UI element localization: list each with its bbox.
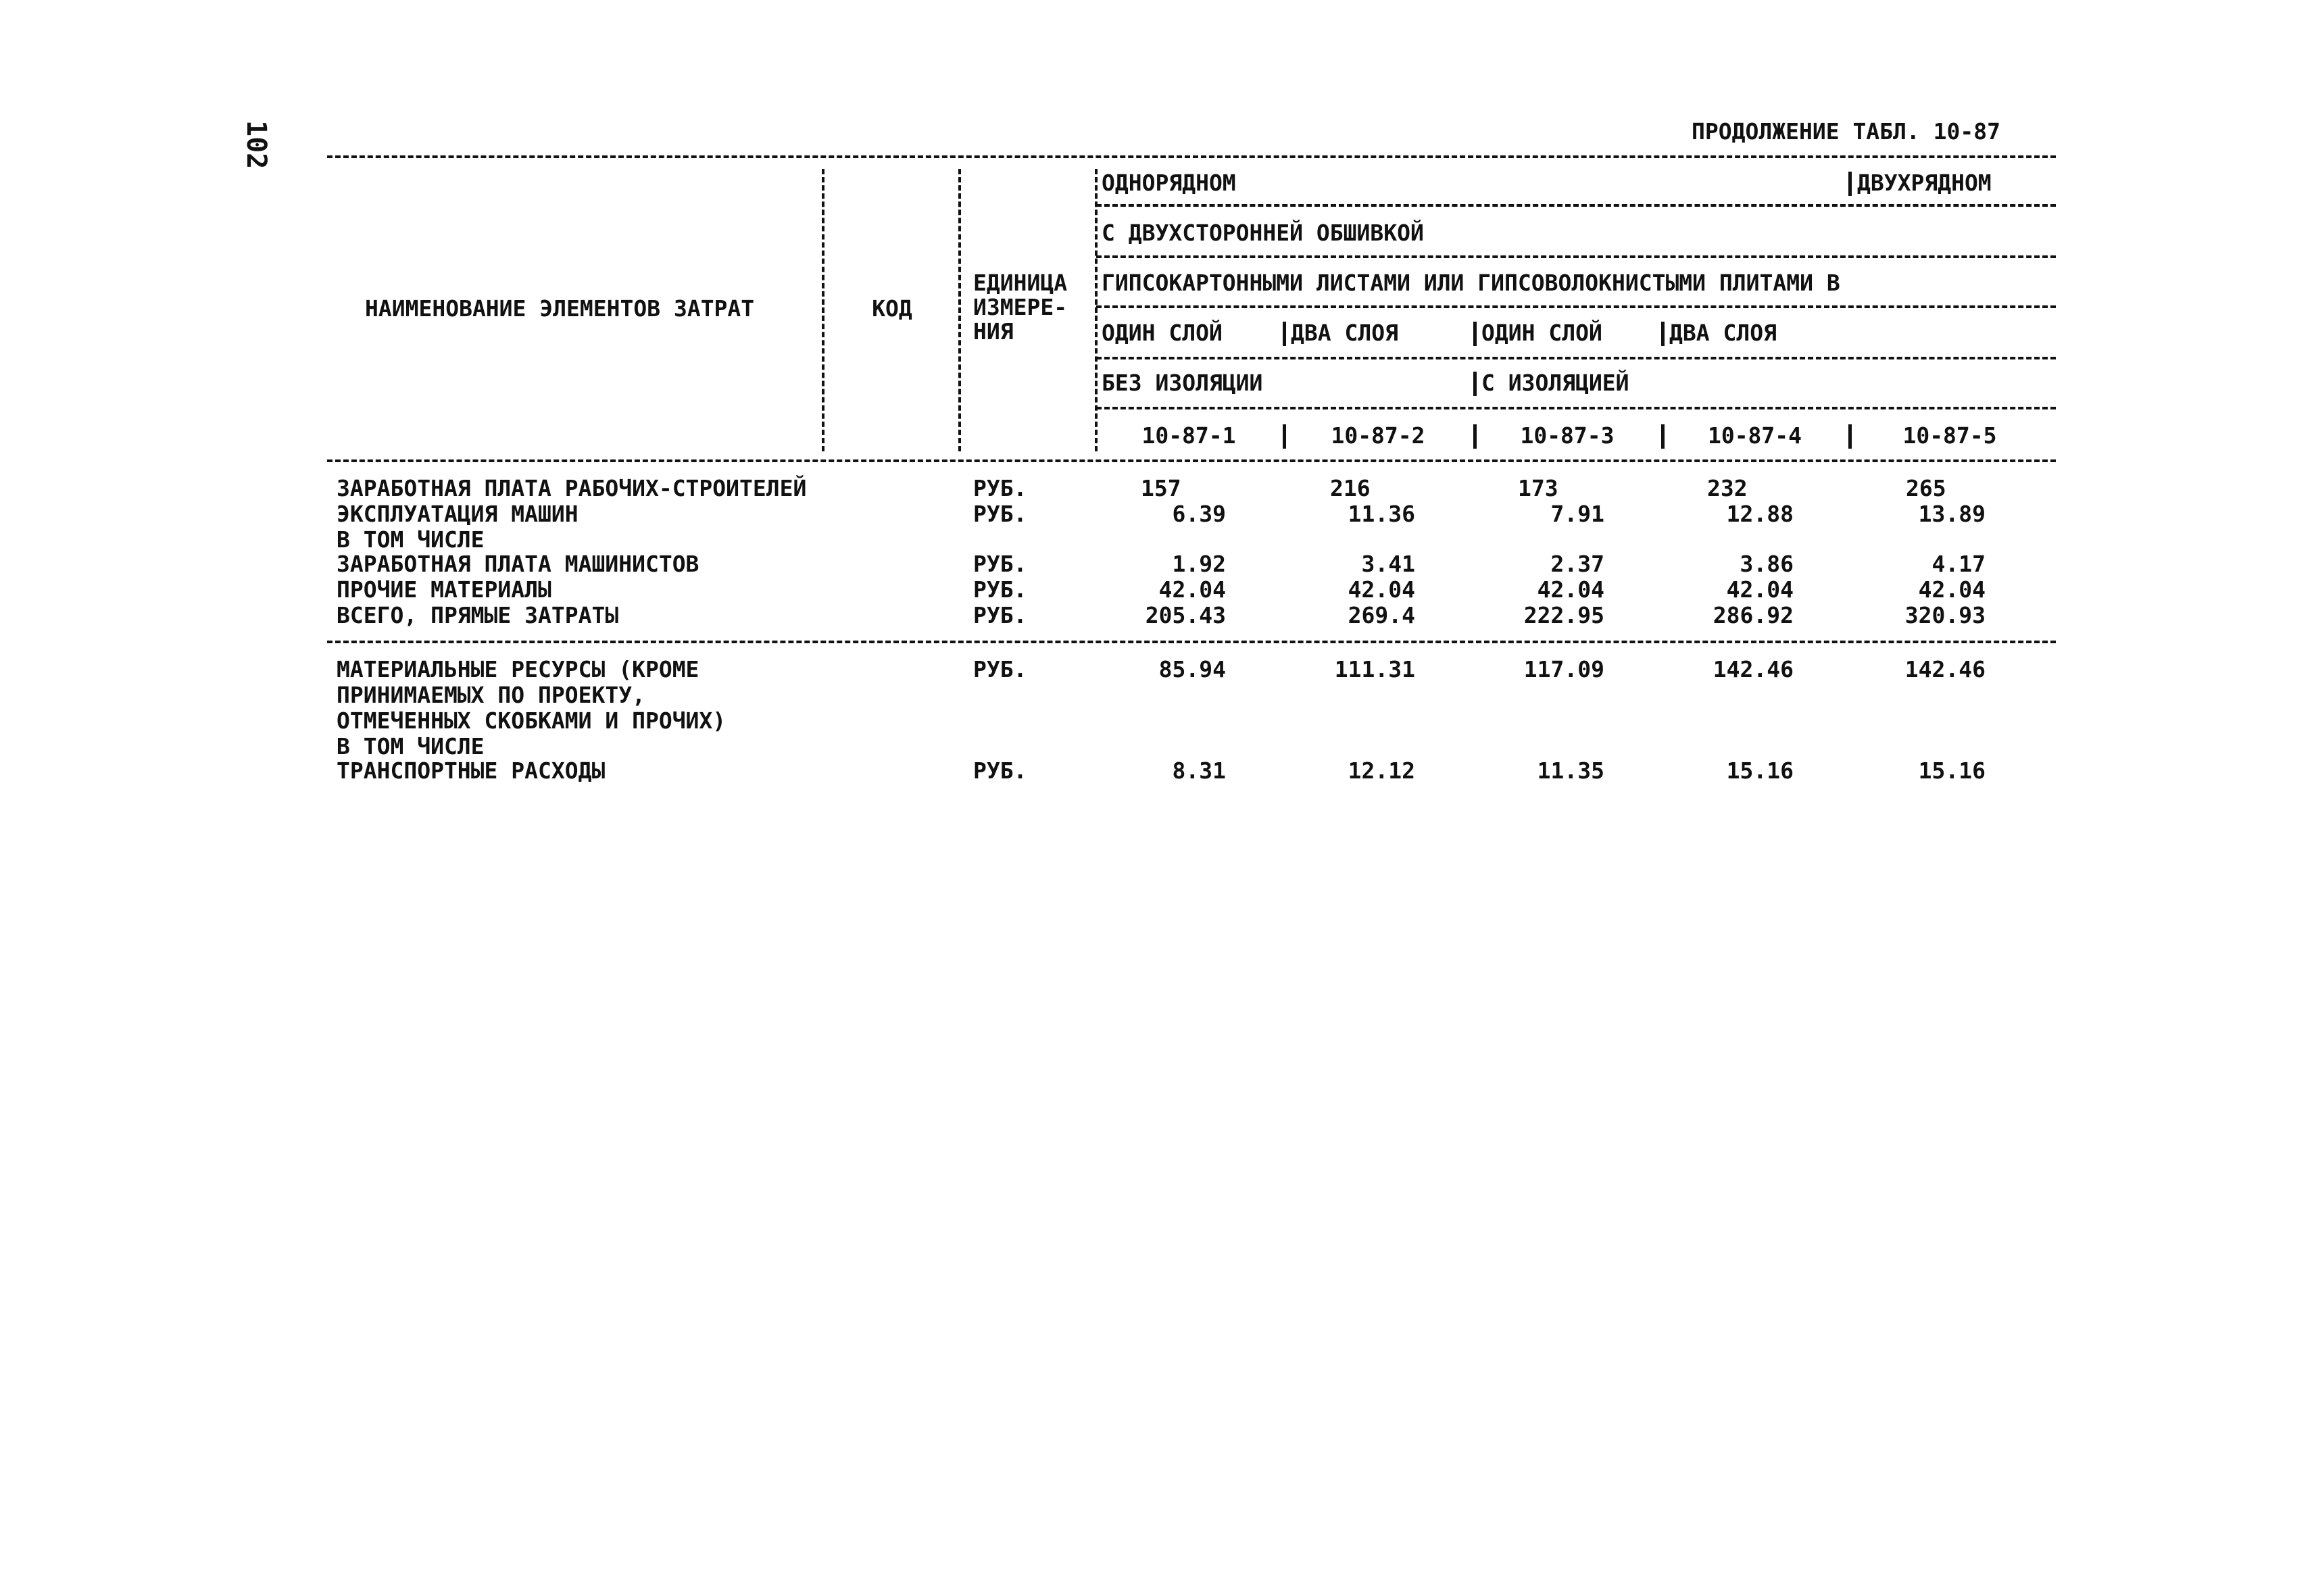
table-cell: 42.04 [1348, 576, 1415, 603]
header-name-column: НАИМЕНОВАНИЕ ЭЛЕМЕНТОВ ЗАТРАТ [365, 295, 755, 322]
table-row-name: МАТЕРИАЛЬНЫЕ РЕСУРСЫ (КРОМЕ [337, 656, 699, 682]
table-cell: 12.12 [1348, 757, 1415, 784]
table-row-name: В ТОМ ЧИСЛЕ [337, 733, 485, 759]
table-cell: 232 [1707, 475, 1748, 501]
table-cell: 11.36 [1348, 501, 1415, 527]
header-with-insulation: С ИЗОЛЯЦИЕЙ [1481, 370, 1629, 396]
table-row-name: В ТОМ ЧИСЛЕ [337, 526, 485, 553]
table-cell: 320.93 [1904, 602, 1986, 628]
header-rule-5 [1096, 407, 2056, 409]
table-cell: 13.89 [1918, 501, 1986, 527]
table-row-unit: РУБ. [973, 475, 1027, 501]
table-cell: 4.17 [1931, 551, 1986, 577]
table-cell: 3.41 [1361, 551, 1415, 577]
header-unit-line-2: ИЗМЕРЕ- [973, 294, 1068, 320]
separator-code-unit [958, 169, 961, 451]
header-code-2: 10-87-2 [1331, 422, 1425, 449]
table-cell: 15.16 [1726, 757, 1794, 784]
table-row-unit: РУБ. [973, 576, 1027, 603]
table-cell: 173 [1518, 475, 1558, 501]
header-code-4: 10-87-4 [1707, 422, 1802, 449]
header-code-1: 10-87-1 [1141, 422, 1236, 449]
table-cell: 42.04 [1918, 576, 1986, 603]
table-cell: 11.35 [1537, 757, 1604, 784]
table-cell: 42.04 [1537, 576, 1604, 603]
table-cell: 286.92 [1713, 602, 1794, 628]
header-double-row-label: ДВУХРЯДНОМ [1857, 170, 1992, 196]
header-code-3: 10-87-3 [1520, 422, 1615, 449]
header-rule-3 [1096, 305, 2056, 308]
table-row-name: ПРИНИМАЕМЫХ ПО ПРОЕКТУ, [337, 682, 645, 708]
table-row-unit: РУБ. [973, 602, 1027, 628]
table-cell: 6.39 [1172, 501, 1226, 527]
table-row-unit: РУБ. [973, 501, 1027, 527]
separator-unit-data [1095, 169, 1098, 451]
separator-row4-b [1473, 322, 1477, 346]
header-rule-4 [1096, 357, 2056, 359]
header-single-row-label: ОДНОРЯДНОМ [1102, 170, 1236, 196]
separator-name-code [822, 169, 824, 451]
table-cell: 111.31 [1334, 656, 1415, 682]
separator-row5 [1473, 372, 1477, 396]
header-layer-4: ДВА СЛОЯ [1669, 320, 1777, 346]
table-cell: 42.04 [1158, 576, 1226, 603]
table-cell: 216 [1330, 475, 1371, 501]
table-row-unit: РУБ. [973, 551, 1027, 577]
header-layer-1: ОДИН СЛОЙ [1102, 320, 1223, 346]
table-row-name: ЗАРАБОТНАЯ ПЛАТА РАБОЧИХ-СТРОИТЕЛЕЙ [337, 475, 807, 501]
table-cell: 3.86 [1740, 551, 1794, 577]
table-cell: 142.46 [1904, 656, 1986, 682]
table-cell: 42.04 [1726, 576, 1794, 603]
table-row-name: ЭКСПЛУАТАЦИЯ МАШИН [337, 501, 578, 527]
section-divider-rule [327, 641, 2056, 643]
table-row-name: ВСЕГО, ПРЯМЫЕ ЗАТРАТЫ [337, 602, 619, 628]
table-row-name: ОТМЕЧЕННЫХ СКОБКАМИ И ПРОЧИХ) [337, 707, 727, 734]
table-cell: 85.94 [1158, 656, 1226, 682]
header-code-column: КОД [872, 295, 912, 322]
separator-row4-c [1661, 322, 1665, 346]
separator-row4-a [1283, 322, 1286, 346]
header-bottom-rule [327, 459, 2056, 462]
header-code-5: 10-87-5 [1902, 422, 1997, 449]
header-top-rule [327, 155, 2056, 158]
table-cell: 142.46 [1713, 656, 1794, 682]
header-layer-2: ДВА СЛОЯ [1291, 320, 1398, 346]
table-row-name: ПРОЧИЕ МАТЕРИАЛЫ [337, 576, 551, 603]
header-rule-2 [1096, 255, 2056, 258]
table-cell: 265 [1906, 475, 1946, 501]
table-cell: 117.09 [1523, 656, 1604, 682]
table-cell: 7.91 [1550, 501, 1604, 527]
table-cell: 222.95 [1523, 602, 1604, 628]
table-row-name: ТРАНСПОРТНЫЕ РАСХОДЫ [337, 757, 606, 784]
page-number: 102 [241, 120, 272, 170]
separator-row1 [1848, 172, 1852, 196]
table-cell: 1.92 [1172, 551, 1226, 577]
header-rule-1 [1096, 204, 2056, 207]
header-material-label: ГИПСОКАРТОННЫМИ ЛИСТАМИ ИЛИ ГИПСОВОЛОКНИСТЫМИ ПЛИТАМИ В [1102, 270, 1840, 296]
table-row-name: ЗАРАБОТНАЯ ПЛАТА МАШИНИСТОВ [337, 551, 699, 577]
table-row-unit: РУБ. [973, 757, 1027, 784]
table-cell: 205.43 [1145, 602, 1226, 628]
table-cell: 2.37 [1550, 551, 1604, 577]
table-cell: 157 [1141, 475, 1181, 501]
table-cell: 12.88 [1726, 501, 1794, 527]
table-caption: ПРОДОЛЖЕНИЕ ТАБЛ. 10-87 [1692, 118, 2000, 145]
table-cell: 8.31 [1172, 757, 1226, 784]
header-layer-3: ОДИН СЛОЙ [1481, 320, 1602, 346]
header-two-sided-label: С ДВУХСТОРОННЕЙ ОБШИВКОЙ [1102, 220, 1424, 246]
header-unit-line-3: НИЯ [973, 318, 1014, 345]
table-cell: 269.4 [1348, 602, 1415, 628]
table-row-unit: РУБ. [973, 656, 1027, 682]
table-cell: 15.16 [1918, 757, 1986, 784]
header-no-insulation: БЕЗ ИЗОЛЯЦИИ [1102, 370, 1263, 396]
header-unit-line-1: ЕДИНИЦА [973, 270, 1068, 296]
